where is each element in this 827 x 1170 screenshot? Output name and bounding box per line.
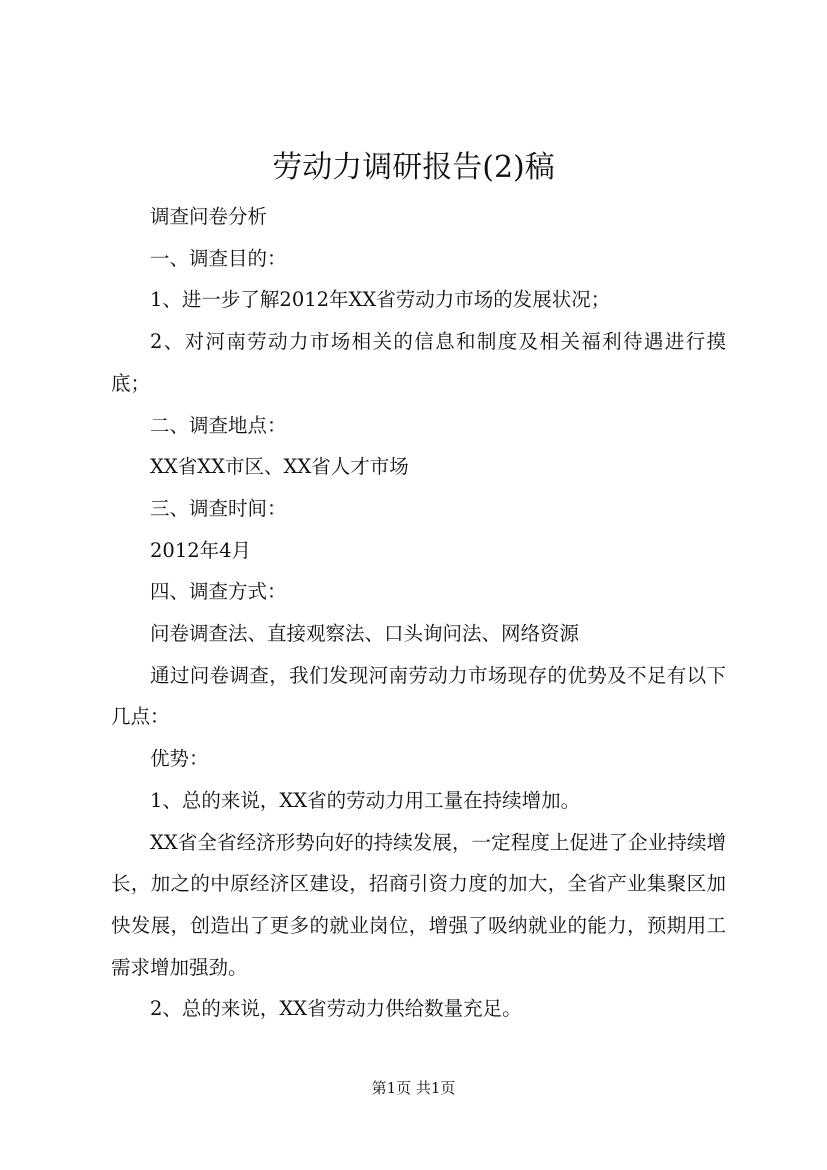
purpose-item-2: 2、对河南劳动力市场相关的信息和制度及相关福利待遇进行摸底； [111, 330, 726, 395]
advantage-1-body: XX省全省经济形势向好的持续发展，一定程度上促进了企业持续增长，加之的中原经济区建设，招商引资力度的加大，全省产业集聚区加快发展，创造出了更多的就业岗位，增强了吸纳就业的能力，预期用工需求增加强劲。 [111, 830, 726, 979]
section-heading-questionnaire: 调查问卷分析 [150, 205, 268, 228]
section-heading-method: 四、调查方式： [150, 580, 287, 604]
section-heading-purpose: 一、调查目的： [150, 246, 287, 270]
advantages-heading: 优势： [150, 747, 209, 771]
findings-intro: 通过问卷调查，我们发现河南劳动力市场现存的优势及不足有以下几点： [111, 663, 726, 729]
purpose-item-1: 1、进一步了解2012年XX省劳动力市场的发展状况； [150, 288, 611, 312]
time-text: 2012年4月 [150, 538, 252, 562]
section-heading-time: 三、调查时间： [150, 496, 287, 520]
document-title: 劳动力调研报告(2)稿 [272, 150, 555, 185]
method-text: 问卷调查法、直接观察法、口头询问法、网络资源 [150, 622, 580, 646]
advantage-2-heading: 2、总的来说，XX省劳动力供给数量充足。 [150, 997, 522, 1021]
section-heading-location: 二、调查地点： [150, 413, 287, 437]
advantage-1-heading: 1、总的来说，XX省的劳动力用工量在持续增加。 [150, 788, 581, 812]
page-footer: 第1页 共1页 [371, 1079, 456, 1097]
location-text: XX省XX市区、XX省人才市场 [150, 455, 409, 479]
document-body [111, 196, 726, 1030]
